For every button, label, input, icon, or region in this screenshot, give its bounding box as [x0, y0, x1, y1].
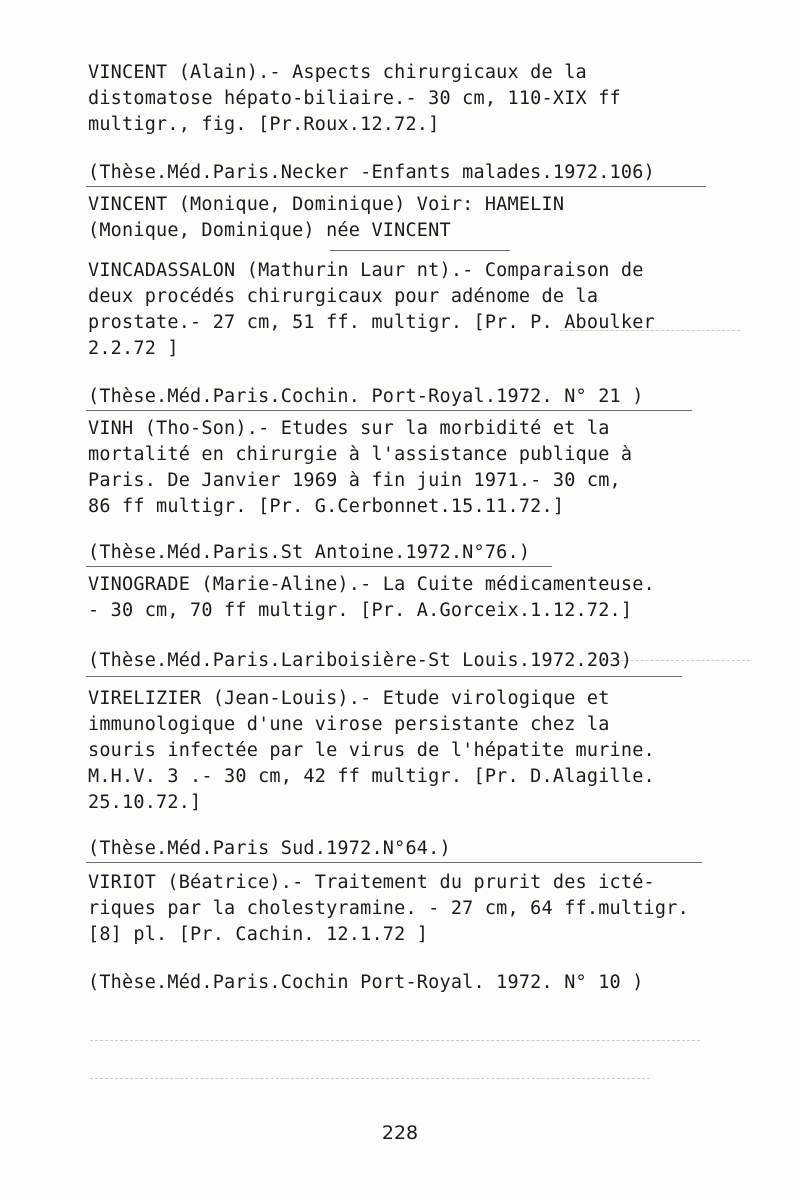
entry-line: 86 ff multigr. [Pr. G.Cerbonnet.15.11.72.] — [88, 496, 565, 517]
entry-line: mortalité en chirurgie à l'assistance publique à — [88, 444, 633, 465]
entry-line: VINCENT (Alain).- Aspects chirurgicaux de la — [88, 62, 587, 83]
bleed-line — [90, 1078, 650, 1079]
bibliography-entry — [88, 60, 748, 138]
separator-rule — [86, 566, 552, 567]
thesis-reference: (Thèse.Méd.Paris.St Antoine.1972.N°76.) — [88, 542, 531, 563]
entry-line: distomatose hépato-biliaire.- 30 cm, 110-XIX ff — [88, 88, 621, 109]
separator-rule — [86, 862, 702, 863]
entry-line: multigr., fig. [Pr.Roux.12.72.] — [88, 114, 440, 135]
entry-line: riques par la cholestyramine. - 27 cm, 64 ff.multigr. — [88, 898, 689, 919]
page-number: 228 — [381, 1122, 419, 1144]
thesis-reference: (Thèse.Méd.Paris.Necker -Enfants malades.1972.106) — [88, 162, 655, 183]
entry-line: VIRELIZIER (Jean-Louis).- Etude virologique et — [88, 688, 610, 709]
entry-line: VINCADASSALON (Mathurin Laur nt).- Comparaison de — [88, 260, 644, 281]
bibliography-entry — [88, 258, 748, 362]
entry-line: [8] pl. [Pr. Cachin. 12.1.72 ] — [88, 924, 429, 945]
thesis-reference: (Thèse.Méd.Paris.Lariboisière-St Louis.1972.203) — [88, 650, 633, 671]
entry-line: M.H.V. 3 .- 30 cm, 42 ff multigr. [Pr. D.Alagille. — [88, 766, 655, 787]
separator-rule — [86, 676, 682, 677]
bibliography-entry — [88, 416, 748, 520]
entry-line: VINCENT (Monique, Dominique) Voir: HAMELIN — [88, 194, 565, 215]
separator-rule — [86, 186, 706, 187]
bibliography-entry — [88, 686, 748, 816]
bleed-line — [90, 1040, 700, 1041]
entry-line: Paris. De Janvier 1969 à fin juin 1971.- 30 cm, — [88, 470, 621, 491]
thesis-reference: (Thèse.Méd.Paris.Cochin Port-Royal. 1972. N° 10 ) — [88, 972, 644, 993]
entry-line: prostate.- 27 cm, 51 ff. multigr. [Pr. P. Aboulker — [88, 312, 655, 333]
entry-line: - 30 cm, 70 ff multigr. [Pr. A.Gorceix.1.12.72.] — [88, 600, 633, 621]
bibliography-entry — [88, 870, 748, 948]
thesis-reference: (Thèse.Méd.Paris.Cochin. Port-Royal.1972. N° 21 ) — [88, 386, 644, 407]
entry-line: VINOGRADE (Marie-Aline).- La Cuite médicamenteuse. — [88, 574, 655, 595]
bibliography-entry — [88, 572, 748, 624]
entry-line: 25.10.72.] — [88, 792, 202, 813]
bibliography-entry — [88, 192, 748, 244]
thesis-reference: (Thèse.Méd.Paris Sud.1972.N°64.) — [88, 838, 451, 859]
separator-rule — [330, 250, 510, 251]
entry-line: VINH (Tho-Son).- Etudes sur la morbidité et la — [88, 418, 610, 439]
entry-line: (Monique, Dominique) née VINCENT — [88, 220, 451, 241]
separator-rule — [86, 410, 692, 411]
entry-line: deux procédés chirurgicaux pour adénome de la — [88, 286, 599, 307]
entry-line: 2.2.72 ] — [88, 338, 179, 359]
entry-line: VIRIOT (Béatrice).- Traitement du prurit des icté- — [88, 872, 655, 893]
entry-line: souris infectée par le virus de l'hépatite murine. — [88, 740, 655, 761]
entry-line: immunologique d'une virose persistante chez la — [88, 714, 610, 735]
